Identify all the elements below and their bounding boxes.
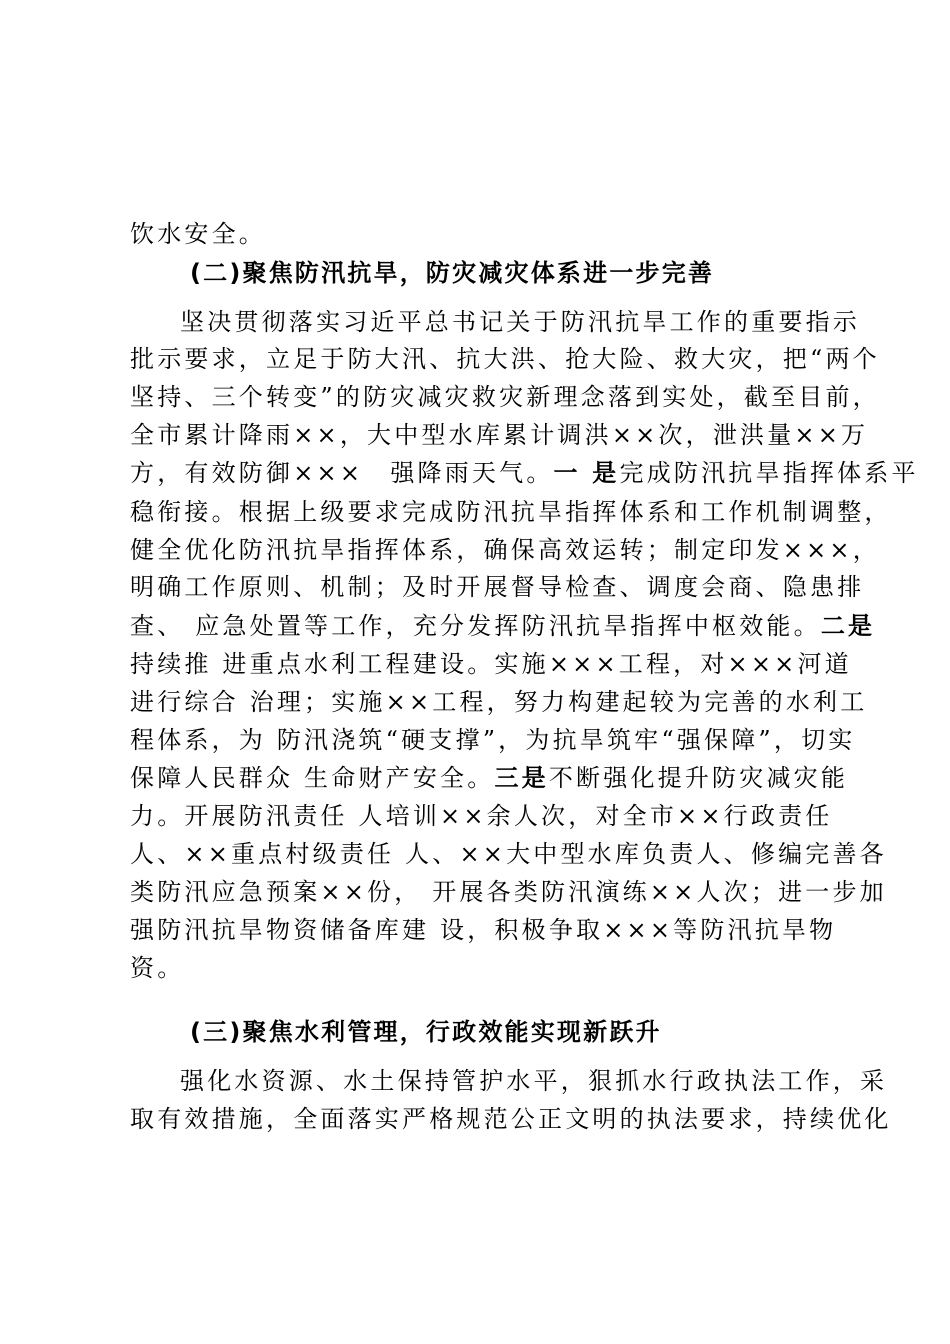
marker-three: 三是 [494, 764, 549, 792]
body-line: 人、××重点村级责任 人、××大中型水库负责人、修编完善各 [130, 840, 887, 868]
body-text: 查、 应急处置等工作，充分发挥防汛抗旱指挥中枢效能。 [130, 612, 821, 640]
body-line: 稳衔接。根据上级要求完成防汛抗旱指挥体系和工作机制调整， [130, 498, 892, 526]
body-line [130, 762, 848, 794]
body-line: 持续推 进重点水利工程建设。实施×××工程，对×××河道 [130, 650, 852, 678]
body-line: 资。 [130, 954, 185, 982]
paragraph-tail: 饮水安全。 [130, 220, 266, 248]
body-line [130, 610, 875, 642]
body-line: 明确工作原则、机制；及时开展督导检查、调度会商、隐患排 [130, 573, 865, 601]
body-line: 力。开展防汛责任 人培训××余人次，对全市××行政责任 [130, 802, 833, 830]
body-line: 坚持、三个转变”的防灾减灾救灾新理念落到实处，截至目前， [130, 383, 880, 411]
marker-one: 一 是 [553, 459, 620, 487]
body-text: 不断强化提升防灾减灾能 [548, 764, 849, 792]
body-line: 强防汛抗旱物资储备库建 设，积极争取×××等防汛抗旱物 [130, 916, 837, 944]
body-line [130, 457, 919, 489]
body-line: 类防汛应急预案××份， 开展各类防汛演练××人次；进一步加 [130, 878, 887, 906]
body-text: 方，有效防御××× 强降雨天气。 [130, 459, 554, 487]
body-text: 保障人民群众 生命财产安全。 [130, 764, 495, 792]
body-line: 强化水资源、水土保持管护水平，狠抓水行政执法工作，采 [180, 1067, 888, 1095]
body-line: 程体系，为 防汛浇筑“硬支撑”，为抗旱筑牢“强保障”，切实 [130, 726, 856, 754]
section-3-heading: (三)聚焦水利管理，行政效能实现新跃升 [190, 1018, 662, 1046]
body-text: 完成防汛抗旱指挥体系平 [619, 459, 919, 487]
body-line: 进行综合 治理；实施××工程，努力构建起较为完善的水利工 [130, 688, 868, 716]
marker-two: 二是 [820, 612, 876, 640]
body-line: 取有效措施，全面落实严格规范公正文明的执法要求，持续优化 [130, 1105, 892, 1133]
body-line: 批示要求，立足于防大汛、抗大洪、抢大险、救大灾，把“两个 [130, 345, 880, 373]
body-line: 全市累计降雨××，大中型水库累计调洪××次，泄洪量××万 [130, 421, 869, 449]
body-line: 健全优化防汛抗旱指挥体系，确保高效运转；制定印发×××， [130, 536, 880, 564]
body-line: 坚决贯彻落实习近平总书记关于防汛抗旱工作的重要指示 [180, 308, 860, 336]
section-2-heading: (二)聚焦防汛抗旱，防灾减灾体系进一步完善 [190, 259, 715, 287]
